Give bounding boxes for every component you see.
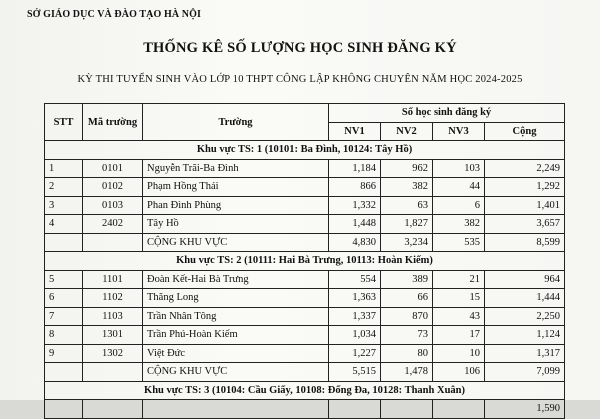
cell-nv1: 1,034: [329, 326, 381, 345]
region-label: Khu vực TS: 1 (10101: Ba Đình, 10124: Tây Hồ): [45, 141, 565, 160]
cell-code: 2402: [83, 215, 143, 234]
cell-total: 7,099: [485, 363, 565, 382]
table-row: [45, 326, 565, 345]
cell-school: Tây Hồ: [143, 215, 329, 234]
cell-total: 964: [485, 270, 565, 289]
cell-nv2: 962: [381, 159, 433, 178]
table-row-partial: [45, 400, 565, 419]
cell-nv1: 866: [329, 178, 381, 197]
cell-code: 0102: [83, 178, 143, 197]
header-nv3: NV3: [433, 122, 485, 141]
cell-nv1: 1,337: [329, 307, 381, 326]
cell-nv3: 21: [433, 270, 485, 289]
header-row: [45, 104, 565, 123]
header-stt: STT: [45, 104, 83, 141]
cell-code: [83, 400, 143, 419]
region-sum-row: [45, 363, 565, 382]
table-row: [45, 159, 565, 178]
cell-empty: [45, 233, 83, 252]
cell-nv2: 66: [381, 289, 433, 308]
cell-school: Phạm Hồng Thái: [143, 178, 329, 197]
region-row: [45, 141, 565, 160]
cell-nv1: 4,830: [329, 233, 381, 252]
cell-total: 1,590: [485, 400, 565, 419]
cell-total: 1,444: [485, 289, 565, 308]
cell-stt: [45, 400, 83, 419]
cell-nv1: 1,184: [329, 159, 381, 178]
cell-nv1: 1,227: [329, 344, 381, 363]
cell-school: [143, 400, 329, 419]
cell-nv2: 1,827: [381, 215, 433, 234]
cell-nv3: 15: [433, 289, 485, 308]
table-row: [45, 307, 565, 326]
cell-code: 0101: [83, 159, 143, 178]
document-title: THỐNG KÊ SỐ LƯỢNG HỌC SINH ĐĂNG KÝ: [143, 40, 457, 56]
table-row: [45, 270, 565, 289]
registration-table: [44, 103, 565, 419]
cell-stt: 7: [45, 307, 83, 326]
header-nv2: NV2: [381, 122, 433, 141]
cell-school: Thăng Long: [143, 289, 329, 308]
region-label: Khu vực TS: 3 (10104: Cầu Giấy, 10108: Đống Đa, 10128: Thanh Xuân): [45, 381, 565, 400]
cell-nv2: 3,234: [381, 233, 433, 252]
cell-nv2: 389: [381, 270, 433, 289]
cell-nv3: 382: [433, 215, 485, 234]
header-school: Trường: [143, 104, 329, 141]
cell-total: 1,317: [485, 344, 565, 363]
cell-nv2: [381, 400, 433, 419]
cell-sum-label: CỘNG KHU VỰC: [143, 233, 329, 252]
header-registered-group: Số học sinh đăng ký: [329, 104, 565, 123]
region-label: Khu vực TS: 2 (10111: Hai Bà Trưng, 10113: Hoàn Kiếm): [45, 252, 565, 271]
cell-code: 1101: [83, 270, 143, 289]
cell-school: Trần Phú-Hoàn Kiếm: [143, 326, 329, 345]
cell-nv1: 554: [329, 270, 381, 289]
cell-stt: 1: [45, 159, 83, 178]
cell-code: 1102: [83, 289, 143, 308]
cell-total: 3,657: [485, 215, 565, 234]
cell-stt: 8: [45, 326, 83, 345]
cell-nv1: 5,515: [329, 363, 381, 382]
cell-code: 1301: [83, 326, 143, 345]
cell-nv2: 73: [381, 326, 433, 345]
cell-nv3: 17: [433, 326, 485, 345]
cell-stt: 6: [45, 289, 83, 308]
header-school-code: Mã trường: [83, 104, 143, 141]
cell-total: 2,249: [485, 159, 565, 178]
cell-total: 1,292: [485, 178, 565, 197]
cell-nv1: 1,448: [329, 215, 381, 234]
cell-school: Việt Đức: [143, 344, 329, 363]
document-subtitle: KỲ THI TUYỂN SINH VÀO LỚP 10 THPT CÔNG LẬP KHÔNG CHUYÊN NĂM HỌC 2024-2025: [77, 74, 523, 85]
cell-nv3: 10: [433, 344, 485, 363]
cell-code: 1103: [83, 307, 143, 326]
cell-nv3: 44: [433, 178, 485, 197]
cell-stt: 2: [45, 178, 83, 197]
table-row: [45, 178, 565, 197]
organization-name: SỞ GIÁO DỤC VÀ ĐÀO TẠO HÀ NỘI: [27, 9, 201, 20]
cell-stt: 5: [45, 270, 83, 289]
cell-school: Nguyễn Trãi-Ba Đình: [143, 159, 329, 178]
region-row: [45, 252, 565, 271]
header-nv1: NV1: [329, 122, 381, 141]
cell-nv3: 6: [433, 196, 485, 215]
region-sum-row: [45, 233, 565, 252]
cell-total: 1,401: [485, 196, 565, 215]
cell-empty: [83, 233, 143, 252]
table-row: [45, 344, 565, 363]
cell-nv3: [433, 400, 485, 419]
table-row: [45, 196, 565, 215]
cell-nv3: 43: [433, 307, 485, 326]
cell-nv3: 535: [433, 233, 485, 252]
cell-empty: [83, 363, 143, 382]
cell-nv2: 1,478: [381, 363, 433, 382]
header-total: Cộng: [485, 122, 565, 141]
cell-total: 8,599: [485, 233, 565, 252]
cell-school: Đoàn Kết-Hai Bà Trưng: [143, 270, 329, 289]
cell-empty: [45, 363, 83, 382]
cell-nv2: 80: [381, 344, 433, 363]
cell-total: 1,124: [485, 326, 565, 345]
cell-stt: 3: [45, 196, 83, 215]
cell-nv1: 1,332: [329, 196, 381, 215]
cell-code: 1302: [83, 344, 143, 363]
cell-nv1: 1,363: [329, 289, 381, 308]
cell-nv3: 106: [433, 363, 485, 382]
cell-nv2: 382: [381, 178, 433, 197]
region-row: [45, 381, 565, 400]
cell-school: Phan Đình Phùng: [143, 196, 329, 215]
table-row: [45, 215, 565, 234]
cell-code: 0103: [83, 196, 143, 215]
table-row: [45, 289, 565, 308]
cell-nv2: 63: [381, 196, 433, 215]
cell-nv2: 870: [381, 307, 433, 326]
cell-total: 2,250: [485, 307, 565, 326]
cell-stt: 9: [45, 344, 83, 363]
cell-stt: 4: [45, 215, 83, 234]
cell-sum-label: CỘNG KHU VỰC: [143, 363, 329, 382]
cell-school: Trần Nhân Tông: [143, 307, 329, 326]
cell-nv3: 103: [433, 159, 485, 178]
cell-nv1: [329, 400, 381, 419]
